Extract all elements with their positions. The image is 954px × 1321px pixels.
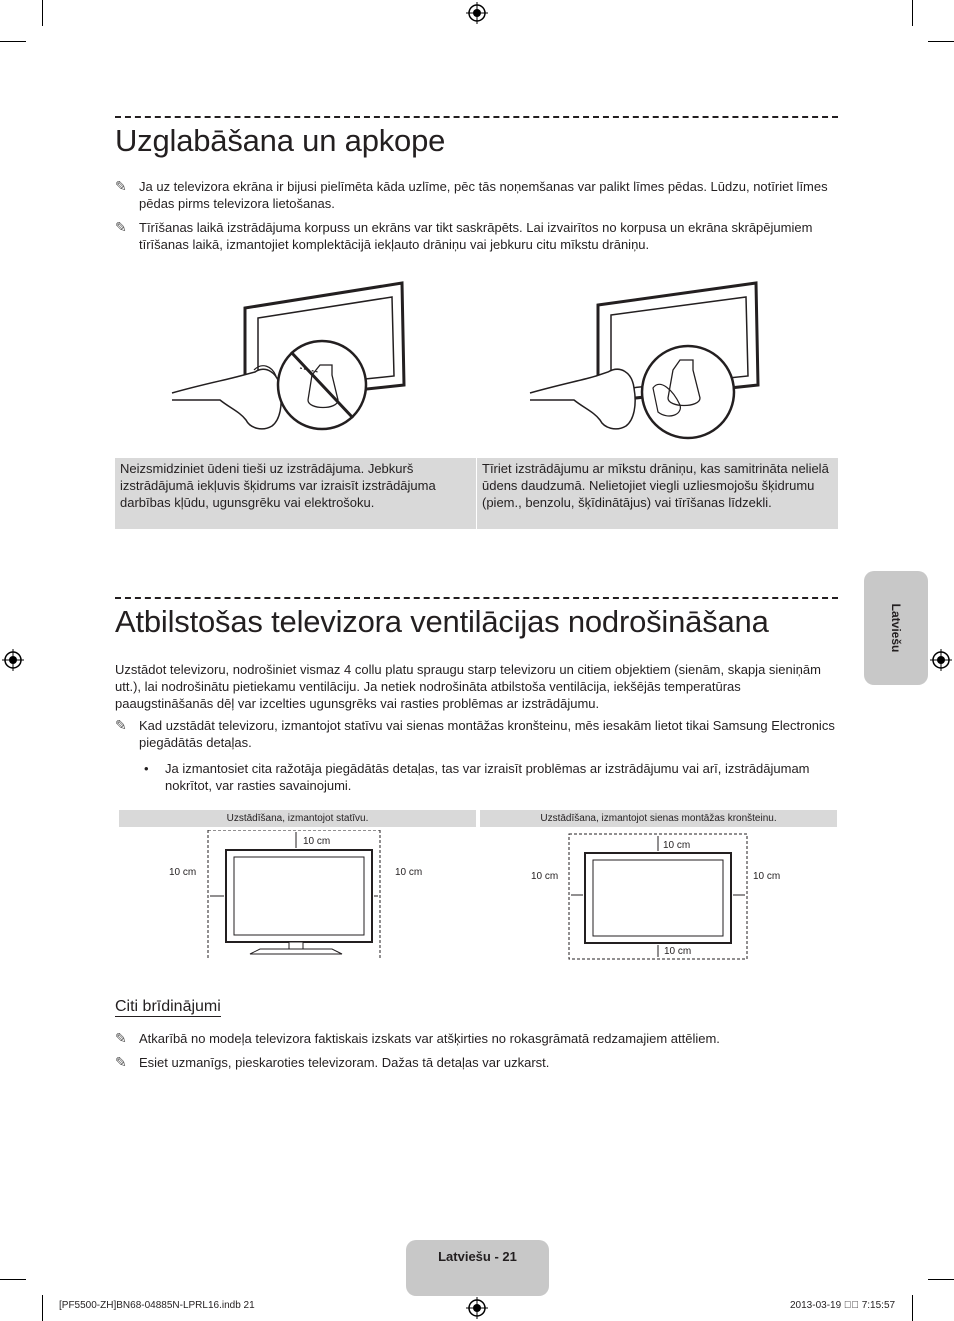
stand-clearance-diagram	[200, 830, 390, 962]
diagram-header-stand: Uzstādīšana, izmantojot statīvu.	[119, 810, 476, 827]
crop-mark	[42, 0, 43, 26]
bullet-item	[141, 760, 838, 794]
registration-mark-icon	[930, 649, 952, 671]
gap-label: 10 cm	[663, 840, 691, 851]
registration-mark-icon	[466, 2, 488, 24]
crop-mark	[928, 1279, 954, 1280]
crop-mark	[912, 0, 913, 26]
bullet-icon: •	[144, 761, 149, 776]
print-slug-left: [PF5500-ZH]BN68-04885N-LPRL16.indb 21	[59, 1300, 255, 1311]
note-text: Ja uz televizora ekrāna ir bijusi pielīmēta kāda uzlīme, pēc tās noņemšanas var palikt līmes pēdas. Lūdzu, notīriet līmes pēdas pirms televizora lietošanas.	[139, 179, 828, 211]
illustration-damp-cloth	[528, 280, 773, 445]
registration-mark-icon	[466, 1297, 488, 1319]
note-item	[115, 1054, 838, 1071]
diagram-header-wall: Uzstādīšana, izmantojot sienas montāžas kronšteinu.	[480, 810, 837, 827]
gap-label: 10 cm	[531, 871, 559, 882]
subsection-title: Citi brīdinājumi	[115, 998, 221, 1015]
note-text: Esiet uzmanīgs, pieskaroties televizoram. Dažas tā detaļas var uzkarst.	[139, 1055, 550, 1070]
note-item	[115, 717, 838, 751]
pencil-note-icon: ✎	[115, 1054, 127, 1070]
crop-mark	[928, 41, 954, 42]
wall-clearance-diagram	[565, 833, 751, 961]
crop-mark	[0, 1279, 26, 1280]
crop-mark	[912, 1295, 913, 1321]
registration-mark-icon	[2, 649, 24, 671]
note-text: Tīrīšanas laikā izstrādājuma korpuss un ekrāns var tikt saskrāpēts. Lai izvairītos no korpusa un ekrāna skrāpējumiem tīrīšanas laikā, izmantojiet komplektācijā iekļauto drāniņu vai jebkuru citu mīkstu drāniņu.	[139, 220, 813, 252]
page-number-tab	[406, 1240, 549, 1296]
note-text: Kad uzstādāt televizoru, izmantojot statīvu vai sienas montāžas kronšteinu, mēs iesakām lietot tikai Samsung Electronics piegādātās detaļas.	[139, 718, 835, 750]
note-text: Atkarībā no modeļa televizora faktiskais izskats var atšķirties no rokasgrāmatā redzamajiem attēliem.	[139, 1031, 720, 1046]
gap-label: 10 cm	[303, 836, 331, 847]
bullet-text: Ja izmantosiet cita ražotāja piegādātās detaļas, tas var izraisīt problēmas ar izstrādājumu vai arī, izstrādājumam nokrītot, var rasties savainojumi.	[165, 761, 810, 793]
page-number-label: Latviešu - 21	[438, 1249, 517, 1264]
illustration-no-spray	[170, 280, 415, 445]
section-divider	[115, 597, 838, 599]
section-title: Atbilstošas televizora ventilācijas nodrošināšana	[115, 604, 769, 639]
crop-mark	[0, 41, 26, 42]
pencil-note-icon: ✎	[115, 1030, 127, 1046]
pencil-note-icon: ✎	[115, 717, 127, 733]
pencil-note-icon: ✎	[115, 219, 127, 235]
language-side-tab	[864, 571, 928, 685]
note-item	[115, 1030, 838, 1047]
ventilation-paragraph: Uzstādot televizoru, nodrošiniet vismaz 4 collu platu spraugu starp televizoru un citiem objektiem (sienām, skapja sieniņām utt.), lai nodrošinātu pietiekamu ventilāciju. Ja netiek nodrošināta atbilstoša ventilācija, iekšējās temperatūras paaugstināšanās dēļ var izcelties ugunsgrēks vai rasties problēmas ar izstrādājumu.	[115, 662, 821, 711]
gap-label: 10 cm	[169, 867, 197, 878]
crop-mark	[42, 1295, 43, 1321]
pencil-note-icon: ✎	[115, 178, 127, 194]
note-item	[115, 219, 838, 253]
print-slug-right: 2013-03-19 ￿￿ 7:15:57	[790, 1300, 896, 1311]
gap-label: 10 cm	[664, 946, 692, 957]
note-item	[115, 178, 838, 212]
section-title: Uzglabāšana un apkope	[115, 123, 446, 158]
caption-no-spray: Neizsmidziniet ūdeni tieši uz izstrādājuma. Jebkurš izstrādājumā iekļuvis šķidrums var izraisīt izstrādājuma darbības kļūdu, ugunsgrēku vai elektrošoku.	[115, 458, 476, 529]
gap-label: 10 cm	[753, 871, 781, 882]
gap-label: 10 cm	[395, 867, 423, 878]
caption-damp-cloth: Tīriet izstrādājumu ar mīkstu drāniņu, kas samitrināta nelielā ūdens daudzumā. Nelietojiet viegli uzliesmojošu šķidrumu (piem., benzolu, šķīdinātājus) vai tīrīšanas līdzekli.	[477, 458, 838, 529]
section-divider	[115, 116, 838, 118]
language-side-tab-label: Latviešu	[889, 603, 903, 653]
